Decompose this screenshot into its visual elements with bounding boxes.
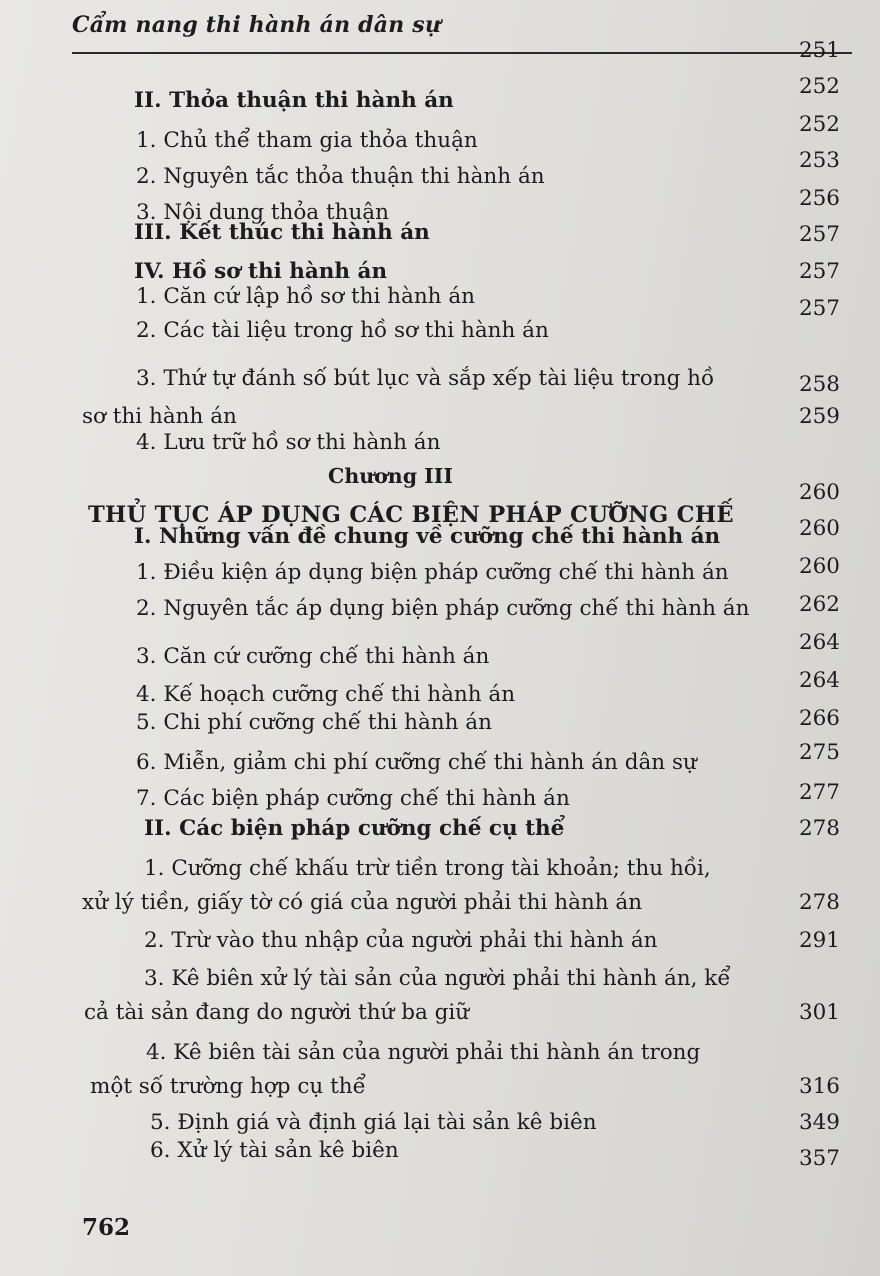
toc-entry: 3. Kê biên xử lý tài sản của người phải thi hành án, kể [144, 966, 731, 991]
toc-page-number: 252 [798, 112, 840, 137]
toc-page-number: 251 [798, 38, 840, 63]
toc-entry: 1. Điều kiện áp dụng biện pháp cưỡng chế thi hành án 260 [136, 554, 840, 585]
toc-page-number: 349 [798, 1110, 840, 1135]
toc-entry: II. Các biện pháp cưỡng chế cụ thể 278 [144, 816, 840, 841]
toc-chapter-heading: Chương III [328, 464, 453, 488]
toc-part-heading: THỦ TỤC ÁP DỤNG CÁC BIỆN PHÁP CƯỠNG CHẾ 260 [88, 480, 840, 528]
toc-entry: 2. Nguyên tắc áp dụng biện pháp cưỡng chế thi hành án 262 [136, 592, 840, 621]
toc-page-number: 253 [798, 148, 840, 173]
toc-page-number: 277 [798, 780, 840, 805]
toc-entry: cả tài sản đang do người thứ ba giữ 301 [84, 1000, 840, 1025]
toc-entry: 5. Định giá và định giá lại tài sản kê biên 349 [150, 1110, 840, 1135]
toc-page-number: 260 [798, 516, 840, 541]
toc-page-number: 278 [798, 890, 840, 915]
toc-entry: sơ thi hành án 259 [82, 404, 840, 429]
toc-entry: một số trường hợp cụ thể 316 [90, 1074, 840, 1099]
toc-page-number: 260 [798, 554, 840, 579]
toc-entry: 6. Miễn, giảm chi phí cưỡng chế thi hành án dân sự 275 [136, 740, 840, 775]
toc-page-number: 256 [798, 186, 840, 211]
toc-entry: II. Thỏa thuận thi hành án 252 [134, 74, 840, 113]
toc-page-number: 301 [798, 1000, 840, 1025]
toc-entry: 4. Lưu trữ hồ sơ thi hành án [136, 430, 441, 455]
toc-page-number: 252 [798, 74, 840, 99]
toc-entry: 1. Chủ thể tham gia thỏa thuận 252 [136, 112, 840, 153]
page-number: 762 [82, 1214, 131, 1241]
toc-page-number: 264 [798, 630, 840, 655]
toc-page-number: 257 [798, 296, 840, 321]
toc-page-number: 264 [798, 668, 840, 693]
toc-page-number: 278 [798, 816, 840, 841]
toc-entry: I. Những vấn đề chung về cưỡng chế thi hành án 260 [134, 516, 840, 549]
running-header: Cẩm nang thi hành án dân sự [72, 12, 442, 38]
toc-entry: 1. Cưỡng chế khấu trừ tiền trong tài khoản; thu hồi, [144, 856, 711, 881]
toc-entry: 3. Thứ tự đánh số bút lục và sắp xếp tài liệu trong hồ [136, 366, 715, 391]
toc-page-number: 316 [798, 1074, 840, 1099]
toc-page-number: 259 [798, 404, 840, 429]
toc-page-number: 258 [798, 372, 840, 397]
toc-entry: 6. Xử lý tài sản kê biên 357 [150, 1138, 840, 1171]
toc-entry: 2. Các tài liệu trong hồ sơ thi hành án 258 [136, 318, 840, 397]
toc-entry: 2. Nguyên tắc thỏa thuận thi hành án 253 [136, 148, 840, 189]
toc-entry: IV. Hồ sơ thi hành án 257 [134, 259, 840, 284]
toc-entry: 3. Nội dung thỏa thuận 256 [136, 186, 840, 225]
toc-entry: 1. Căn cứ lập hồ sơ thi hành án 257 [136, 284, 840, 321]
toc-entry: 4. Kê biên tài sản của người phải thi hành án trong [146, 1040, 701, 1065]
toc-entry [0, 38, 880, 78]
toc-entry: 5. Chi phí cưỡng chế thi hành án 266 [136, 706, 840, 735]
toc-entry: 7. Các biện pháp cưỡng chế thi hành án 277 [136, 780, 840, 811]
toc-entry: III. Kết thúc thi hành án 257 [134, 220, 840, 247]
toc-page-number: 291 [798, 928, 840, 953]
toc-entry: 2. Trừ vào thu nhập của người phải thi hành án 291 [144, 928, 840, 953]
toc-entry: 3. Căn cứ cưỡng chế thi hành án 264 [136, 630, 840, 669]
toc-page-number: 262 [798, 592, 840, 617]
toc-entry: 4. Kế hoạch cưỡng chế thi hành án 264 [136, 668, 840, 707]
toc-page-number: 357 [798, 1146, 840, 1171]
toc-page-number: 257 [798, 259, 840, 284]
toc-page-number: 275 [798, 740, 840, 765]
toc-page-number: 266 [798, 706, 840, 731]
toc-entry: xử lý tiền, giấy tờ có giá của người phải thi hành án 278 [82, 890, 840, 915]
toc-page-number: 260 [798, 480, 840, 505]
toc-page-number: 257 [798, 222, 840, 247]
